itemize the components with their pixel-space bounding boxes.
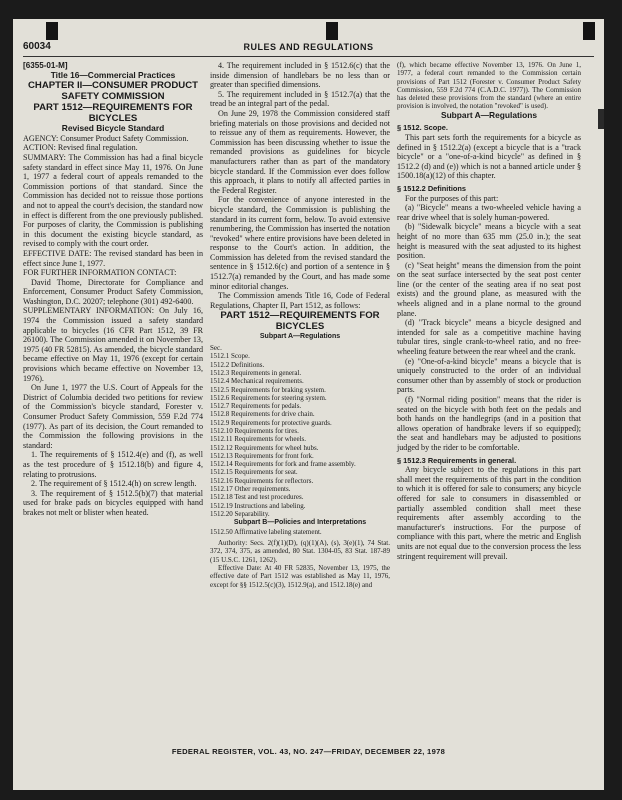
toc-item: 1512.12 Requirements for wheel hubs. [210, 443, 319, 452]
toc-item: 1512.1 Scope. [210, 352, 250, 361]
toc-item: 1512.10 Requirements for tires. [210, 427, 299, 435]
authority-text: Authority: Secs. 2(f)(1)(D), (q)(1)(A), (s), 3(e)(1), 74 Stat. 372, 374, 375, as amended, 80 Stat. 1304-05, 83 Stat. 187-89 (15 U.S.C. 1261, 1262). [210, 539, 390, 564]
toc-item: 1512.19 Instructions and labeling. [210, 501, 306, 510]
toc-item: 1512.50 Affirmative labeling statement. [210, 527, 322, 536]
binder-hole [46, 22, 58, 40]
toc-item: 1512.2 Definitions. [210, 360, 265, 369]
effective-date-text: EFFECTIVE DATE: The revised standard has been in effect since June 1, 1977. [23, 248, 203, 268]
toc-item: 1512.9 Requirements for protective guards. [210, 418, 332, 427]
part-heading: PART 1512—REQUIREMENTS FOR BICYCLES [33, 102, 193, 125]
action-text: ACTION: Revised final regulation. [23, 143, 138, 153]
paragraph: For the purposes of this part: [405, 193, 499, 203]
column-2 [210, 61, 390, 589]
paragraph: This part sets forth the requirements for a bicycle as defined in § 1512.2(a) (except a bicycle that is a "track bicycle" or a "one-of-a-kind bicycle" as defined in § 1512.2 (d) and (e)) which is not a banned article under § 1500.18(a)(12) of this chapter. [397, 132, 581, 181]
section-heading: § 1512.3 Requirements in general. [397, 455, 517, 465]
toc-item: 1512.13 Requirements for front fork. [210, 451, 314, 460]
agency-text: AGENCY: Consumer Product Safety Commission. [23, 133, 189, 143]
list-item: 5. The requirement included in § 1512.7(a) that the tread be an integral part of the pedal. [210, 89, 390, 109]
definition: (c) "Seat height" means the dimension from the point on the seat surface intersected by the seat post center line (or the center of the seating area if no seat post exists) and the ground plane, as measured with the wheels aligned and in a plane normal to the ground plane. [397, 260, 581, 318]
toc-item: 1512.5 Requirements for braking system. [210, 385, 326, 394]
list-item: 2. The requirement of § 1512.4(h) on screw length. [31, 479, 197, 489]
title-heading: Title 16—Commercial Practices [50, 69, 176, 80]
section-heading: § 1512. Scope. [397, 123, 448, 133]
list-item: 4. The requirement included in § 1512.6(c) that the inside dimension of handlebars be no less than or greater than specified dimensions. [210, 61, 390, 90]
summary-text: SUMMARY: The Commission has had a final bicycle safety standard in effect since May 11, 1976. On June 1, 1977 a federal court of appeals remanded to the Commission portions of that standard. Since the Commission has decided not to reissue those portions and not to appeal the court's decision, the standard now in effect is different from the one previously published. For purposes of clarity, the Commission is publishing in this document the existing bicycle standard, as revised to comply with the court order. [23, 152, 203, 249]
chapter-heading: CHAPTER II—CONSUMER PRODUCT SAFETY COMMISSION [27, 80, 199, 103]
supplementary-text: SUPPLEMENTARY INFORMATION: On July 16, 1974 the Commission issued a safety standard applicable to bicycles (16 CFR Part 1512, 39 FR 26100). The Commission amended it on November 13, 1975 (40 FR 52815). As amended, the bicycle standard became effective on May 11, 1976 (except for certain provisions which became effective on November 13, 1976). [23, 306, 203, 383]
subpart-heading: Subpart B—Policies and Interpretations [233, 519, 367, 527]
effective-date-note: (f), which became effective November 13, 1976. On June 1, 1977, a federal court remanded to the Commission certain provisions of Part 1512 (Forester v. Consumer Product Safety Commission, 559 F.2d 774 (C.A.D.C. 1977)). The Commission has deleted these provisions from the standard (where an entire provision is involved, the notation "revoked" is used). [397, 61, 581, 111]
toc-item: 1512.7 Requirements for pedals. [210, 402, 302, 411]
page-footer: FEDERAL REGISTER, VOL. 43, NO. 247—FRIDAY, DECEMBER 22, 1978 [171, 747, 446, 756]
table-of-contents [210, 528, 390, 536]
definition: (a) "Bicycle" means a two-wheeled vehicle having a rear drive wheel that is solely human-powered. [397, 203, 581, 222]
table-of-contents [210, 344, 390, 518]
definition: (b) "Sidewalk bicycle" means a bicycle with a seat height of no more than 635 mm (25.0 in.); the seat height is measured with the seat adjusted to its highest position. [397, 222, 581, 261]
list-item: 3. The requirement of § 1512.5(b)(7) that material used for brake pads on bicycles equipped with hand brakes not melt or blister when heated. [23, 488, 203, 517]
header-rule [23, 56, 594, 57]
column-3 [397, 61, 581, 561]
binder-hole [326, 22, 338, 40]
toc-item: 1512.4 Mechanical requirements. [210, 377, 304, 386]
list-item: 1. The requirements of § 1512.4(e) and (f), as well as the test procedure of § 1512.18(b) and figure 4, relating to protrusions. [23, 450, 203, 479]
page-clip [598, 109, 604, 129]
toc-label: Sec. [210, 344, 222, 353]
running-header [13, 41, 604, 55]
contact-text: David Thome, Directorate for Compliance and Enforcement, Consumer Product Safety Commission, Washington, D.C. 20207; telephone (301) 492-6400. [23, 277, 203, 306]
toc-item: 1512.17 Other requirements. [210, 485, 291, 494]
toc-item: 1512.15 Requirements for seat. [210, 468, 298, 477]
document-page [13, 19, 604, 790]
binder-hole [583, 22, 595, 40]
toc-item: 1512.14 Requirements for fork and frame assembly. [210, 460, 356, 469]
column-1 [23, 61, 203, 518]
toc-item: 1512.3 Requirements in general. [210, 368, 302, 377]
definition: (e) "One-of-a-kind bicycle" means a bicycle that is uniquely constructed to the order of an individual consumer other than by assembly of stock or production parts. [397, 356, 581, 395]
toc-item: 1512.11 Requirements for wheels. [210, 435, 306, 444]
toc-item: 1512.6 Requirements for steering system. [210, 393, 327, 402]
definition: (f) "Normal riding position" means that the rider is seated on the bicycle with both feet on the pedals and both hands on the handlegrips (and in a position that allows operation of handbrake levers if so equipped); the seat and handlebars may be adjusted to positions judged by the rider to be comfortable. [397, 395, 581, 452]
running-title: RULES AND REGULATIONS [243, 42, 374, 52]
definition: (d) "Track bicycle" means a bicycle designed and intended for sale as a competitive machine having tubular tires, single crank-to-wheel ratio, and no free-wheeling feature between the rear wheel and the crank. [397, 318, 581, 357]
subject-heading: Revised Bicycle Standard [61, 123, 165, 134]
paragraph: The Commission amends Title 16, Code of Federal Regulations, Chapter II, Part 1512, as follows: [210, 291, 390, 310]
paragraph: On June 1, 1977 the U.S. Court of Appeals for the District of Columbia decided two petitions for review of the Commission's bicycle standard, Forester v. Consumer Product Safety Commission, 559 F.2d 774 (1977). As part of its decision, the Court remanded to the Commission the following provisions in the standard: [23, 383, 203, 450]
page-number: 60034 [23, 41, 51, 52]
docket-number: [6355-01-M] [23, 61, 68, 70]
toc-item: 1512.8 Requirements for drive chain. [210, 410, 315, 419]
section-heading: § 1512.2 Definitions [397, 183, 467, 193]
part-heading: PART 1512—REQUIREMENTS FOR BICYCLES [220, 310, 380, 333]
toc-item: 1512.16 Requirements for reflectors. [210, 476, 314, 485]
paragraph: On June 29, 1978 the Commission considered staff briefing materials on those provisions and decided not to reissue any of them as requirements. However, the Commission has been discussing whether to issue the remanded provisions as guidelines for bicycle manufacturers rather than as part of the mandatory bicycle standard. If the Commission ever does follow this approach, it plans to notify all affected parties in the Federal Register. [210, 108, 390, 195]
effective-date-note: Effective Date: At 40 FR 52835, November 13, 1975, the effective date of Part 1512 was established as May 11, 1976, except for §§ 1512.5(c)(3), 1512.9(a), and 1512.18(e) and [210, 564, 390, 589]
toc-item: 1512.18 Test and test procedures. [210, 493, 304, 502]
subpart-heading: Subpart A—Regulations [440, 109, 537, 120]
contact-label: FOR FURTHER INFORMATION CONTACT: [23, 268, 177, 278]
paragraph: For the convenience of anyone interested in the bicycle standard, the Commission is publishing the standard in its current form, below. To avoid extensive renumbering, the Commission has inserted the notation "revoked" where entire provisions have been deleted in response to the Court's action. In addition, the Commission has deleted from the revised standard the sentence in § 1512.6(c) and portion of a sentence in § 1512.7(a) remanded by the Court, and has made some minor editorial changes. [210, 195, 390, 291]
paragraph: Any bicycle subject to the regulations in this part shall meet the requirements of this part in the condition to which it is offered for sale to consumers; any bicycle offered for sale to consumers in disassembled or partially assembled condition shall meet these requirements after assembly according to the manufacturer's instructions. For the purpose of compliance with this part, where the metric and English units are not equal due to the conversion process the less stringent requirement will prevail. [397, 465, 581, 561]
toc-item: 1512.20 Separability. [210, 509, 270, 518]
subpart-heading: Subpart A—Regulations [259, 333, 341, 341]
